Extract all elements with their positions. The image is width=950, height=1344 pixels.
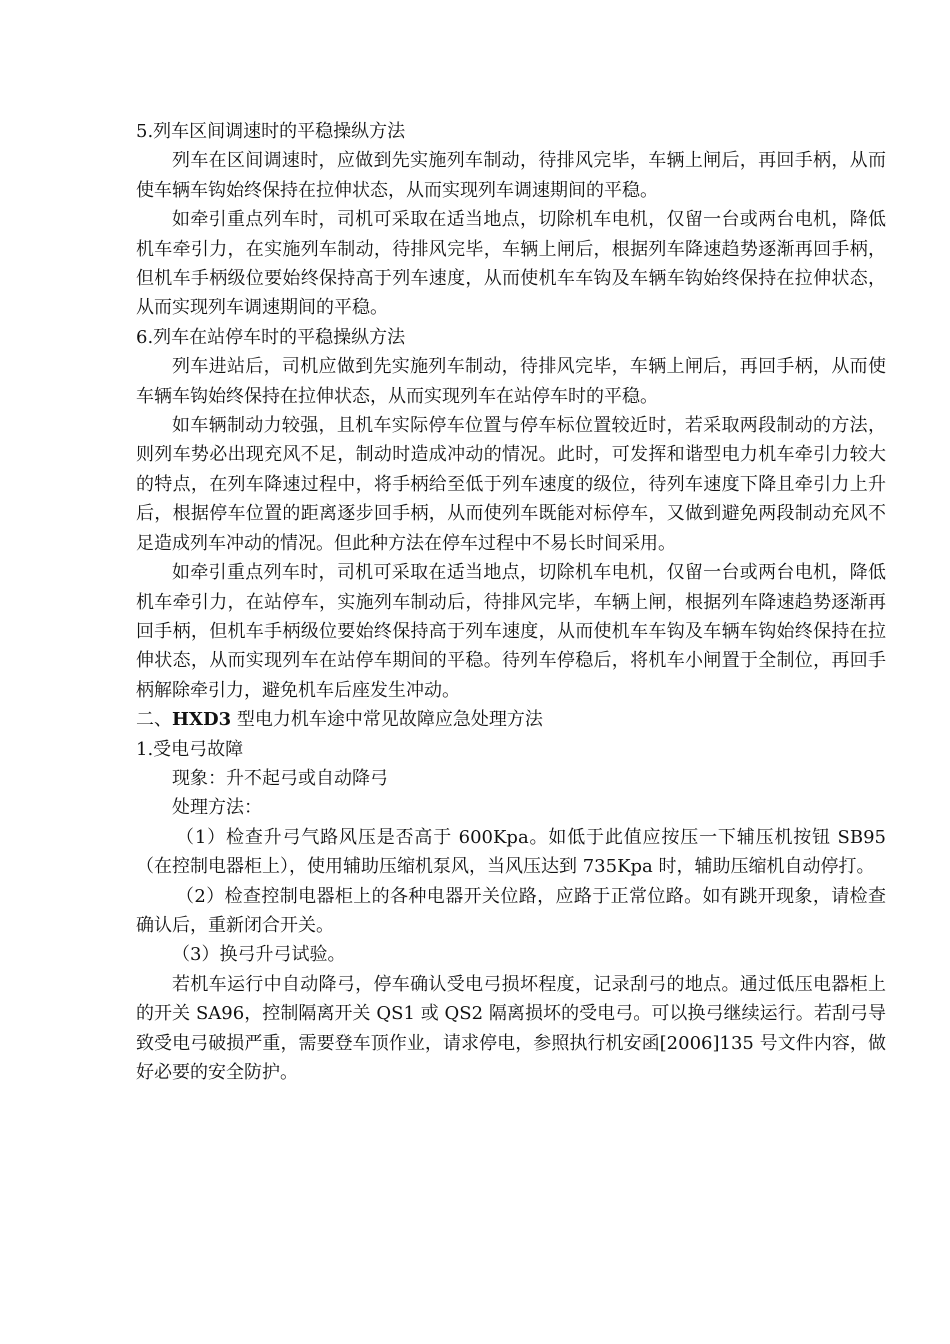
fault-1-step-2: （2）检查控制电器柜上的各种电器开关位路，应路于正常位路。如有跳开现象，请检查确认后，重新闭合开关。 (136, 885, 886, 936)
fault-1-closing-paragraph: 若机车运行中自动降弓，停车确认受电弓损坏程度，记录刮弓的地点。通过低压电器柜上的开关 SA96，控制隔离开关 QS1 或 QS2 隔离损坏的受电弓。可以换弓继续运行。若刮弓导致受电弓破损严重，需要登车顶作业，请求停电，参照执行机安函[2006]135 号文件内容，做好必要的安全防护。 (136, 973, 886, 1083)
fault-1-step-1: （1）检查升弓气路风压是否高于 600Kpa。如低于此值应按压一下辅压机按钮 SB95（在控制电器柜上），使用辅助压缩机泵风，当风压达到 735Kpa 时，辅助压缩机自动停打。 (136, 826, 886, 878)
section-6-paragraph-2: 如车辆制动力较强，且机车实际停车位置与停车标位置较近时，若采取两段制动的方法，则列车势必出现充风不足，制动时造成冲动的情况。此时，可发挥和谐型电力机车牵引力较大的特点，在列车降速过程中，将手柄给至低于列车速度的级位，待列车速度下降且牵引力上升后，根据停车位置的距离逐步回手柄，从而使列车既能对标停车，又做到避免两段制动充风不足造成列车冲动的情况。但此种方法在停车过程中不易长时间采用。 (136, 415, 886, 554)
section-6-title: 6.列车在站停车时的平稳操纵方法 (136, 326, 406, 348)
part-2-prefix: 二、 (136, 709, 172, 731)
fault-1-method-label: 处理方法： (172, 797, 262, 819)
section-5-title: 5.列车区间调速时的平稳操纵方法 (136, 121, 406, 142)
part-2-title (136, 705, 886, 734)
part-2-model: HXD3 (172, 709, 232, 731)
fault-1-step-3: （3）换弓升弓试验。 (172, 944, 346, 966)
fault-1-symptom: 现象：升不起弓或自动降弓 (172, 767, 388, 789)
section-6-paragraph-3: 如牵引重点列车时，司机可采取在适当地点，切除机车电机，仅留一台或两台电机，降低机车牵引力，在站停车，实施列车制动后，待排风完毕，车辆上闸，根据列车降速趋势逐渐再回手柄，但机车手柄级位要始终保持高于列车速度，从而使机车车钩及车辆车钩始终保持在拉伸状态，从而实现列车在站停车期间的平稳。待列车停稳后，将机车小闸置于全制位，再回手柄解除牵引力，避免机车后座发生冲动。 (136, 562, 886, 701)
section-5-paragraph-1: 列车在区间调速时，应做到先实施列车制动，待排风完毕，车辆上闸后，再回手柄，从而使车辆车钩始终保持在拉伸状态，从而实现列车调速期间的平稳。 (136, 150, 886, 201)
document-page (136, 117, 886, 1087)
part-2-rest: 型电力机车途中常见故障应急处理方法 (231, 709, 543, 731)
fault-1-title: 1.受电弓故障 (136, 738, 244, 760)
section-6-paragraph-1: 列车进站后，司机应做到先实施列车制动，待排风完毕，车辆上闸后，再回手柄，从而使车辆车钩始终保持在拉伸状态，从而实现列车在站停车时的平稳。 (136, 356, 886, 407)
section-5-paragraph-2: 如牵引重点列车时，司机可采取在适当地点，切除机车电机，仅留一台或两台电机，降低机车牵引力，在实施列车制动，待排风完毕，车辆上闸后，根据列车降速趋势逐渐再回手柄，但机车手柄级位要始终保持高于列车速度，从而使机车车钩及车辆车钩始终保持在拉伸状态，从而实现列车调速期间的平稳。 (136, 209, 886, 319)
